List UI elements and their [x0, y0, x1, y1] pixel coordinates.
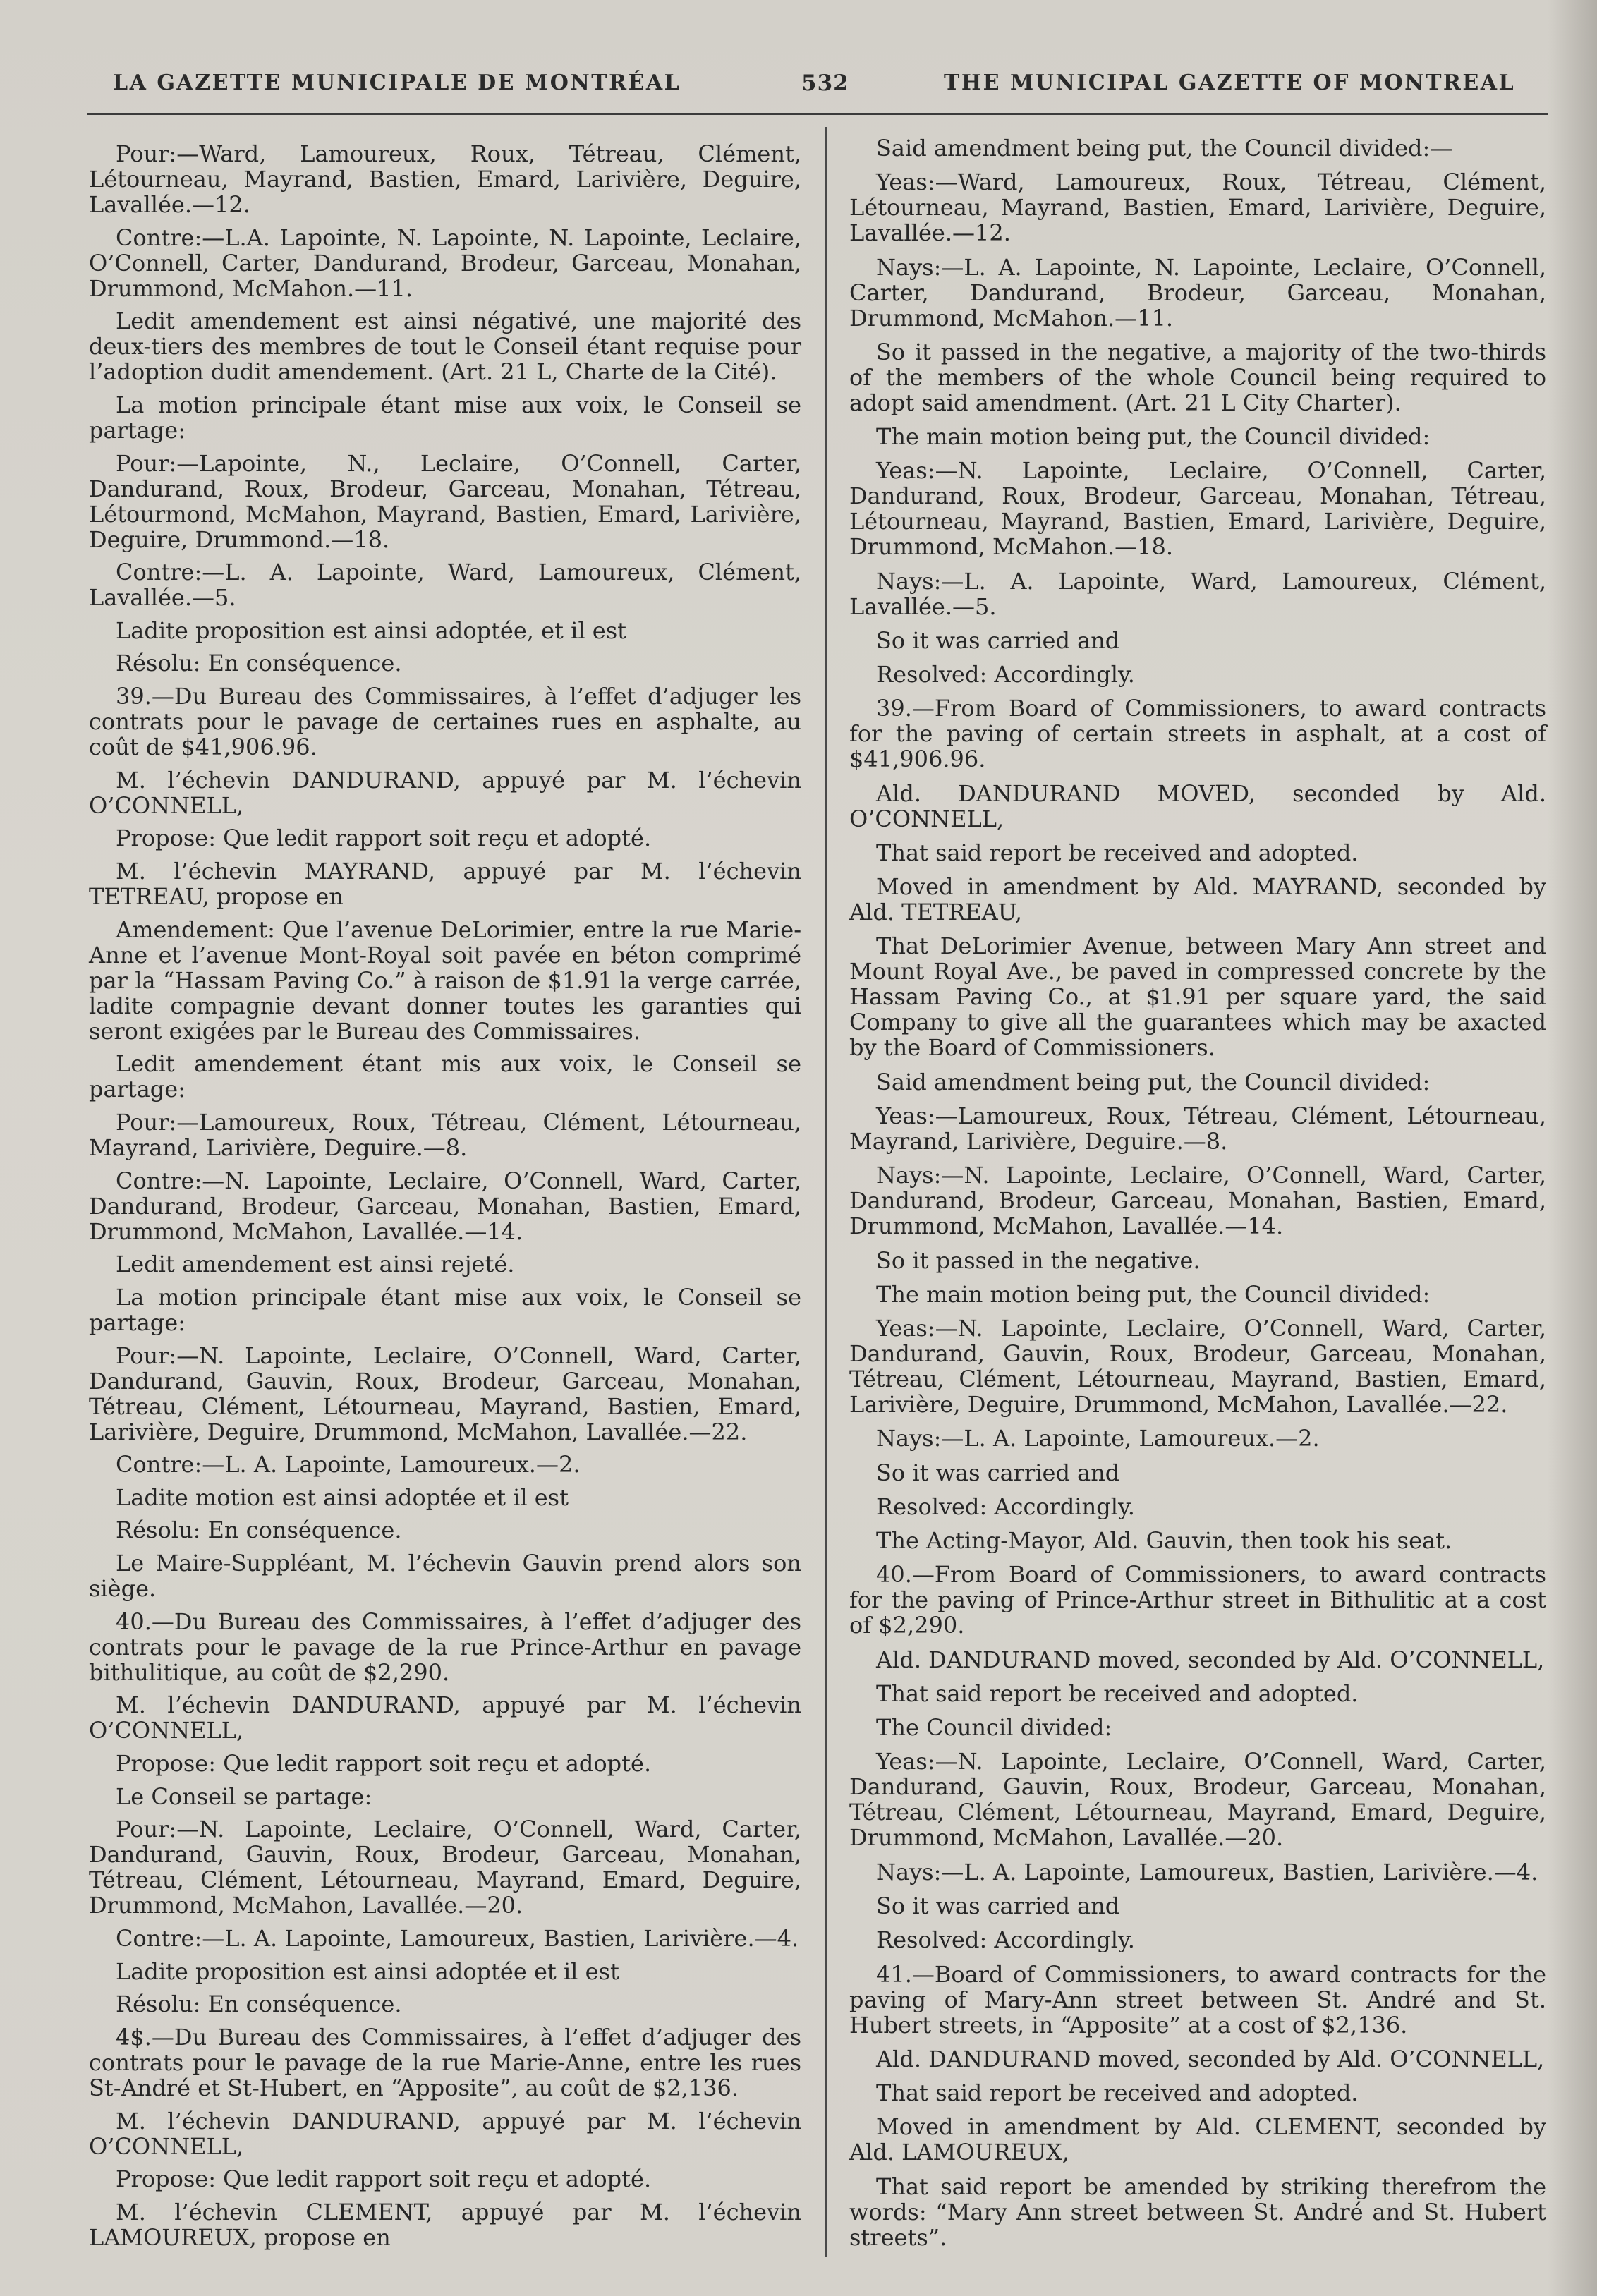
- header-rule: [87, 113, 1548, 115]
- french-paragraph: La motion principale étant mise aux voix, le Conseil se partage:: [89, 1283, 801, 1336]
- english-paragraph: Moved in amendment by Ald. MAYRAND, seconded by Ald. TETREAU,: [849, 873, 1546, 926]
- english-paragraph: So it passed in the negative.: [876, 1246, 1201, 1274]
- french-paragraph: Ladite motion est ainsi adoptée et il est: [116, 1483, 569, 1511]
- english-paragraph: So it passed in the negative, a majority of the two-thirds of the members of the whole Council being required to adopt said amendment. (Art. 21 L City Charter).: [849, 338, 1546, 416]
- french-paragraph: Pour:—Lamoureux, Roux, Tétreau, Clément, Létourneau, Mayrand, Larivière, Deguire.—8.: [89, 1108, 801, 1161]
- english-paragraph: Nays:—L. A. Lapointe, Ward, Lamoureux, Clément, Lavallée.—5.: [849, 567, 1546, 620]
- english-paragraph: So it was carried and: [876, 626, 1120, 654]
- french-paragraph: M. l’échevin DANDURAND, appuyé par M. l’échevin O’CONNELL,: [89, 2107, 801, 2160]
- french-paragraph: La motion principale étant mise aux voix, le Conseil se partage:: [89, 391, 801, 444]
- english-paragraph: The main motion being put, the Council divided:: [876, 423, 1431, 451]
- english-paragraph: So it was carried and: [876, 1459, 1120, 1486]
- english-paragraph: Nays:—N. Lapointe, Leclaire, O’Connell, Ward, Carter, Dandurand, Brodeur, Garceau, Monahan, Bastien, Emard, Drummond, McMahon, Lavallée.—14.: [849, 1162, 1546, 1240]
- french-paragraph: Ladite proposition est ainsi adoptée et il est: [116, 1957, 619, 1985]
- french-paragraph: Contre:—L. A. Lapointe, Ward, Lamoureux, Clément, Lavallée.—5.: [89, 559, 801, 612]
- english-paragraph: That said report be received and adopted.: [876, 2079, 1359, 2107]
- english-paragraph: Yeas:—Ward, Lamoureux, Roux, Tétreau, Clément, Létourneau, Mayrand, Bastien, Emard, Larivière, Deguire, Lavallée.—12.: [849, 169, 1546, 247]
- english-paragraph: Nays:—L. A. Lapointe, Lamoureux, Bastien, Larivière.—4.: [876, 1858, 1538, 1885]
- english-paragraph: That DeLorimier Avenue, between Mary Ann street and Mount Royal Ave., be paved in compressed concrete by the Hassam Paving Co., at $1.91 per square yard, the said Company to give all the guarantees which may be axacted by the Board of Commissioners.: [849, 933, 1546, 1062]
- gazette-title-french: LA GAZETTE MUNICIPALE DE MONTRÉAL: [113, 71, 681, 95]
- english-paragraph: Ald. DANDURAND moved, seconded by Ald. O’CONNELL,: [876, 2045, 1545, 2072]
- english-paragraph: The main motion being put, the Council divided:: [876, 1280, 1431, 1308]
- english-paragraph: Said amendment being put, the Council divided:—: [876, 135, 1453, 162]
- french-paragraph: Résolu: En conséquence.: [116, 1991, 402, 2018]
- english-paragraph: 39.—From Board of Commissioners, to award contracts for the paving of certain streets in asphalt, at a cost of $41,906.96.: [849, 695, 1546, 773]
- french-paragraph: 4$.—Du Bureau des Commissaires, à l’effet d’adjuger des contrats pour le pavage de la rue Marie-Anne, entre les rues St-André et St-Hubert, en “Apposite”, au coût de $2,136.: [89, 2023, 801, 2101]
- english-paragraph: So it was carried and: [876, 1892, 1120, 1919]
- english-paragraph: 40.—From Board of Commissioners, to award contracts for the paving of Prince-Arthur street in Bithulitic at a cost of $2,290.: [849, 1561, 1546, 1639]
- french-paragraph: Pour:—N. Lapointe, Leclaire, O’Connell, Ward, Carter, Dandurand, Gauvin, Roux, Brodeur, Garceau, Monahan, Tétreau, Clément, Létourneau, Mayrand, Bastien, Emard, Larivière, Deguire, Drummond, McMahon, Lavallée.—22.: [89, 1342, 801, 1445]
- english-paragraph: Yeas:—N. Lapointe, Leclaire, O’Connell, Ward, Carter, Dandurand, Gauvin, Roux, Brodeur, Garceau, Monahan, Tétreau, Clément, Létourneau, Mayrand, Bastien, Emard, Larivière, Deguire, Drummond, McMahon, Lavallée.—22.: [849, 1315, 1546, 1419]
- english-paragraph: Ald. DANDURAND MOVED, seconded by Ald. O’CONNELL,: [849, 779, 1546, 832]
- english-paragraph: That said report be received and adopted.: [876, 839, 1359, 866]
- page-number: 532: [801, 71, 849, 96]
- english-paragraph: Resolved: Accordingly.: [876, 661, 1135, 688]
- french-paragraph: Résolu: En conséquence.: [116, 650, 402, 677]
- english-paragraph: 41.—Board of Commissioners, to award contracts for the paving of Mary-Ann street between St. André and St. Hubert streets, in “Apposite” at a cost of $2,136.: [849, 1960, 1546, 2039]
- french-paragraph: Propose: Que ledit rapport soit reçu et adopté.: [116, 825, 652, 852]
- french-paragraph: M. l’échevin CLEMENT, appuyé par M. l’échevin LAMOUREUX, propose en: [89, 2198, 801, 2251]
- page-edge-shadow: [1548, 0, 1597, 2296]
- french-paragraph: 40.—Du Bureau des Commissaires, à l’effet d’adjuger des contrats pour le pavage de la rue Prince-Arthur en pavage bithulitique, au coût de $2,290.: [89, 1608, 801, 1686]
- french-paragraph: M. l’échevin DANDURAND, appuyé par M. l’échevin O’CONNELL,: [89, 766, 801, 819]
- english-paragraph: Moved in amendment by Ald. CLEMENT, seconded by Ald. LAMOUREUX,: [849, 2113, 1546, 2166]
- english-column: [849, 135, 1546, 2250]
- english-paragraph: Yeas:—N. Lapointe, Leclaire, O’Connell, Ward, Carter, Dandurand, Gauvin, Roux, Brodeur, Garceau, Monahan, Tétreau, Clément, Létourneau, Mayrand, Emard, Deguire, Drummond, McMahon, Lavallée.—20.: [849, 1748, 1546, 1852]
- english-paragraph: Yeas:—Lamoureux, Roux, Tétreau, Clément, Létourneau, Mayrand, Larivière, Deguire.—8.: [849, 1102, 1546, 1155]
- english-paragraph: Resolved: Accordingly.: [876, 1493, 1135, 1520]
- english-paragraph: Resolved: Accordingly.: [876, 1926, 1135, 1954]
- french-paragraph: Le Maire-Suppléant, M. l’échevin Gauvin prend alors son siège.: [89, 1550, 801, 1603]
- french-paragraph: Amendement: Que l’avenue DeLorimier, entre la rue Marie-Anne et l’avenue Mont-Royal soit pavée en béton comprimé par la “Hassam Paving Co.” à raison de $1.91 la verge carrée, ladite compagnie devant donner toutes les garanties qui seront exigées par le Bureau des Commissaires.: [89, 916, 801, 1045]
- english-paragraph: Yeas:—N. Lapointe, Leclaire, O’Connell, Carter, Dandurand, Roux, Brodeur, Garceau, Monahan, Tétreau, Létourneau, Mayrand, Bastien, Emard, Larivière, Deguire, Drummond, McMahon.—18.: [849, 457, 1546, 561]
- french-paragraph: Le Conseil se partage:: [116, 1782, 372, 1810]
- english-paragraph: The Acting-Mayor, Ald. Gauvin, then took his seat.: [876, 1527, 1452, 1555]
- french-paragraph: Propose: Que ledit rapport soit reçu et adopté.: [116, 2166, 652, 2193]
- english-paragraph: Ald. DANDURAND moved, seconded by Ald. O’CONNELL,: [876, 1646, 1545, 1673]
- french-paragraph: Contre:—L. A. Lapointe, Lamoureux.—2.: [116, 1451, 581, 1478]
- french-paragraph: Contre:—L. A. Lapointe, Lamoureux, Bastien, Larivière.—4.: [116, 1924, 799, 1952]
- column-divider: [825, 127, 827, 2257]
- french-paragraph: Résolu: En conséquence.: [116, 1517, 402, 1544]
- gazette-title-english: THE MUNICIPAL GAZETTE OF MONTREAL: [944, 71, 1516, 95]
- french-paragraph: Pour:—Lapointe, N., Leclaire, O’Connell, Carter, Dandurand, Roux, Brodeur, Garceau, Monahan, Tétreau, Létourmond, McMahon, Mayrand, Bastien, Emard, Larivière, Deguire, Drummond.—18.: [89, 449, 801, 553]
- english-paragraph: Nays:—L. A. Lapointe, Lamoureux.—2.: [876, 1425, 1320, 1452]
- french-paragraph: Ledit amendement est ainsi rejeté.: [116, 1251, 515, 1278]
- french-column: [89, 141, 801, 2250]
- english-paragraph: Nays:—L. A. Lapointe, N. Lapointe, Leclaire, O’Connell, Carter, Dandurand, Brodeur, Garceau, Monahan, Drummond, McMahon.—11.: [849, 253, 1546, 332]
- french-paragraph: Propose: Que ledit rapport soit reçu et adopté.: [116, 1750, 652, 1778]
- french-paragraph: 39.—Du Bureau des Commissaires, à l’effet d’adjuger les contrats pour le pavage de certaines rues en asphalte, au coût de $41,906.96.: [89, 683, 801, 761]
- french-paragraph: Contre:—L.A. Lapointe, N. Lapointe, N. Lapointe, Leclaire, O’Connell, Carter, Dandurand, Brodeur, Garceau, Monahan, Drummond, McMahon.—11.: [89, 224, 801, 302]
- french-paragraph: M. l’échevin DANDURAND, appuyé par M. l’échevin O’CONNELL,: [89, 1691, 801, 1744]
- french-paragraph: Pour:—N. Lapointe, Leclaire, O’Connell, Ward, Carter, Dandurand, Gauvin, Roux, Brodeur, Garceau, Monahan, Tétreau, Clément, Létourneau, Mayrand, Emard, Deguire, Drummond, McMahon, Lavallée.—20.: [89, 1816, 801, 1919]
- french-paragraph: Ladite proposition est ainsi adoptée, et il est: [116, 616, 626, 644]
- french-paragraph: M. l’échevin MAYRAND, appuyé par M. l’échevin TETREAU, propose en: [89, 858, 801, 911]
- english-paragraph: That said report be received and adopted.: [876, 1680, 1359, 1707]
- english-paragraph: The Council divided:: [876, 1714, 1112, 1742]
- french-paragraph: Ledit amendement est ainsi négativé, une majorité des deux-tiers des membres de tout le Conseil étant requise pour l’adoption dudit amendement. (Art. 21 L, Charte de la Cité).: [89, 308, 801, 386]
- french-paragraph: Contre:—N. Lapointe, Leclaire, O’Connell, Ward, Carter, Dandurand, Brodeur, Garceau, Monahan, Bastien, Emard, Drummond, McMahon, Lavallée.—14.: [89, 1167, 801, 1245]
- french-paragraph: Ledit amendement étant mis aux voix, le Conseil se partage:: [89, 1050, 801, 1103]
- english-paragraph: That said report be amended by striking therefrom the words: “Mary Ann street between St. André and St. Hubert streets”.: [849, 2173, 1546, 2251]
- english-paragraph: Said amendment being put, the Council divided:: [876, 1068, 1431, 1095]
- french-paragraph: Pour:—Ward, Lamoureux, Roux, Tétreau, Clément, Létourneau, Mayrand, Bastien, Emard, Larivière, Deguire, Lavallée.—12.: [89, 140, 801, 218]
